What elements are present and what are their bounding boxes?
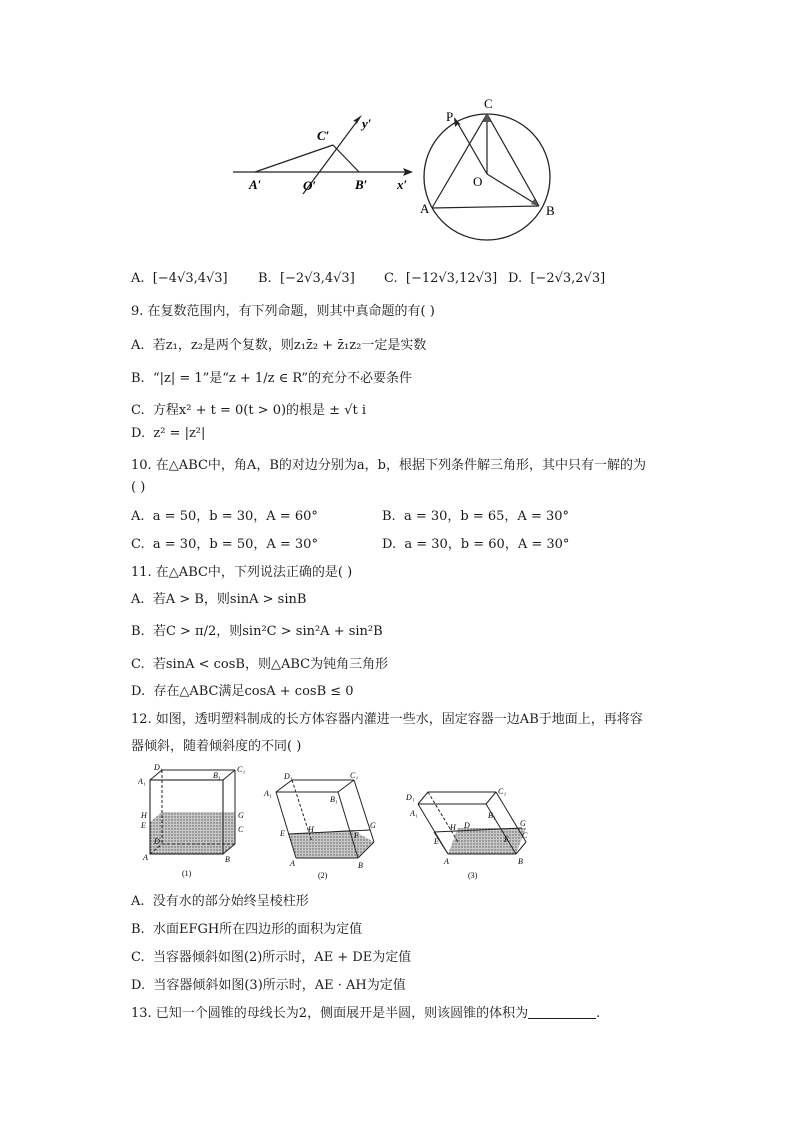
container-figure-1 <box>138 762 248 880</box>
label-b: B <box>546 203 555 218</box>
q10-option-d: D. a = 30，b = 60，A = 30° <box>382 537 570 552</box>
label-y-prime: y′ <box>362 116 372 131</box>
svg-text:C₁: C₁ <box>237 765 246 774</box>
svg-text:G: G <box>370 821 376 830</box>
circle-triangle-figure <box>412 92 562 252</box>
q11-option-d: D. 存在△ABC满足cosA + cosB ≤ 0 <box>131 684 354 699</box>
svg-text:B: B <box>358 861 363 870</box>
svg-text:D₁: D₁ <box>284 772 293 781</box>
container-figure-2 <box>258 770 388 880</box>
svg-text:B₁: B₁ <box>488 811 496 820</box>
q10-option-c: C. a = 30，b = 50，A = 30° <box>131 537 318 552</box>
label-a-prime: A′ <box>249 177 262 192</box>
label-o: O <box>473 174 483 189</box>
svg-text:E: E <box>434 837 439 846</box>
svg-text:H: H <box>450 823 456 832</box>
svg-text:D: D <box>154 837 160 846</box>
q8-option-d: D. [−2√3,2√3] <box>508 271 606 286</box>
svg-text:C₁: C₁ <box>350 771 359 780</box>
q10-stem: 10. 在△ABC中，角A，B的对边分别为a，b，根据下列条件解三角形，其中只有一解的为 <box>131 458 646 473</box>
svg-text:D: D <box>464 821 470 830</box>
fig-caption-1: (1) <box>182 869 192 878</box>
q11-option-b: B. 若C > π/2，则sin²C > sin²A + sin²B <box>131 624 383 639</box>
q10-option-a: A. a = 50，b = 30，A = 60° <box>131 509 318 524</box>
svg-text:B: B <box>225 855 230 864</box>
fig-caption-2: (2) <box>318 871 328 880</box>
q10-stem-cont: ( ) <box>131 480 146 495</box>
q12-option-b: B. 水面EFGH所在四边形的面积为定值 <box>131 922 363 937</box>
q9-option-b: B. “|z| = 1”是“z + 1/z ∈ R”的充分不必要条件 <box>131 371 413 386</box>
q13-stem: 13. 已知一个圆锥的母线长为2，侧面展开是半圆，则该圆锥的体积为 . <box>131 1006 601 1021</box>
svg-text:G: G <box>520 819 526 828</box>
svg-text:A₁: A₁ <box>410 809 418 818</box>
svg-text:A₁: A₁ <box>138 777 146 786</box>
svg-text:C: C <box>522 831 528 840</box>
svg-text:B: B <box>518 857 523 866</box>
q11-option-a: A. 若A > B，则sinA > sinB <box>131 592 307 607</box>
svg-text:C: C <box>238 825 244 834</box>
q9-option-d: D. z² = |z²| <box>131 426 206 441</box>
svg-text:H: H <box>141 811 147 820</box>
svg-text:H: H <box>308 825 314 834</box>
label-p: P <box>446 109 454 124</box>
q8-option-c: C. [−12√3,12√3] <box>384 271 498 286</box>
label-c-prime: C′ <box>317 128 330 143</box>
svg-text:E: E <box>141 821 146 830</box>
svg-text:B₁: B₁ <box>330 795 338 804</box>
answer-blank[interactable] <box>528 1005 596 1019</box>
q11-stem: 11. 在△ABC中，下列说法正确的是( ) <box>131 565 353 580</box>
q12-stem: 12. 如图，透明塑料制成的长方体容器内灌进一些水，固定容器一边AB于地面上，再将容 <box>131 712 643 727</box>
q11-option-c: C. 若sinA < cosB，则△ABC为钝角三角形 <box>131 657 389 672</box>
svg-text:F: F <box>504 835 509 844</box>
svg-text:A: A <box>143 853 148 862</box>
svg-text:G: G <box>238 811 244 820</box>
label-c: C <box>484 96 493 111</box>
svg-text:A: A <box>290 859 295 868</box>
svg-text:D₁: D₁ <box>154 763 163 772</box>
q9-option-c: C. 方程x² + t = 0(t > 0)的根是 ± √t i <box>131 403 366 418</box>
q12-option-c: C. 当容器倾斜如图(2)所示时，AE + DE为定值 <box>131 950 412 965</box>
label-o-prime: O′ <box>303 178 317 193</box>
fig-caption-3: (3) <box>468 871 478 880</box>
q12-option-a: A. 没有水的部分始终呈棱柱形 <box>131 894 309 909</box>
q8-option-b: B. [−2√3,4√3] <box>258 271 355 286</box>
svg-text:C₁: C₁ <box>498 787 507 796</box>
label-b-prime: B′ <box>355 177 368 192</box>
q8-option-a: A. [−4√3,4√3] <box>131 271 228 286</box>
svg-text:F: F <box>354 831 359 840</box>
q12-option-d: D. 当容器倾斜如图(3)所示时，AE · AH为定值 <box>131 978 406 993</box>
svg-text:A: A <box>444 857 449 866</box>
svg-text:B₁: B₁ <box>213 771 221 780</box>
oblique-axes-figure <box>225 110 425 200</box>
q9-option-a: A. 若z₁，z₂是两个复数，则z₁z̄₂ + z̄₁z₂一定是实数 <box>131 338 427 353</box>
svg-text:D₁: D₁ <box>406 793 415 802</box>
q12-stem-cont: 器倾斜，随着倾斜度的不同( ) <box>131 739 302 754</box>
svg-text:E: E <box>280 829 285 838</box>
q10-option-b: B. a = 30，b = 65，A = 30° <box>382 509 570 524</box>
svg-text:A₁: A₁ <box>264 789 272 798</box>
container-figure-3 <box>404 786 534 882</box>
label-x-prime: x′ <box>397 177 408 192</box>
q9-stem: 9. 在复数范围内，有下列命题，则其中真命题的有( ) <box>131 304 435 319</box>
label-a: A <box>420 201 430 216</box>
